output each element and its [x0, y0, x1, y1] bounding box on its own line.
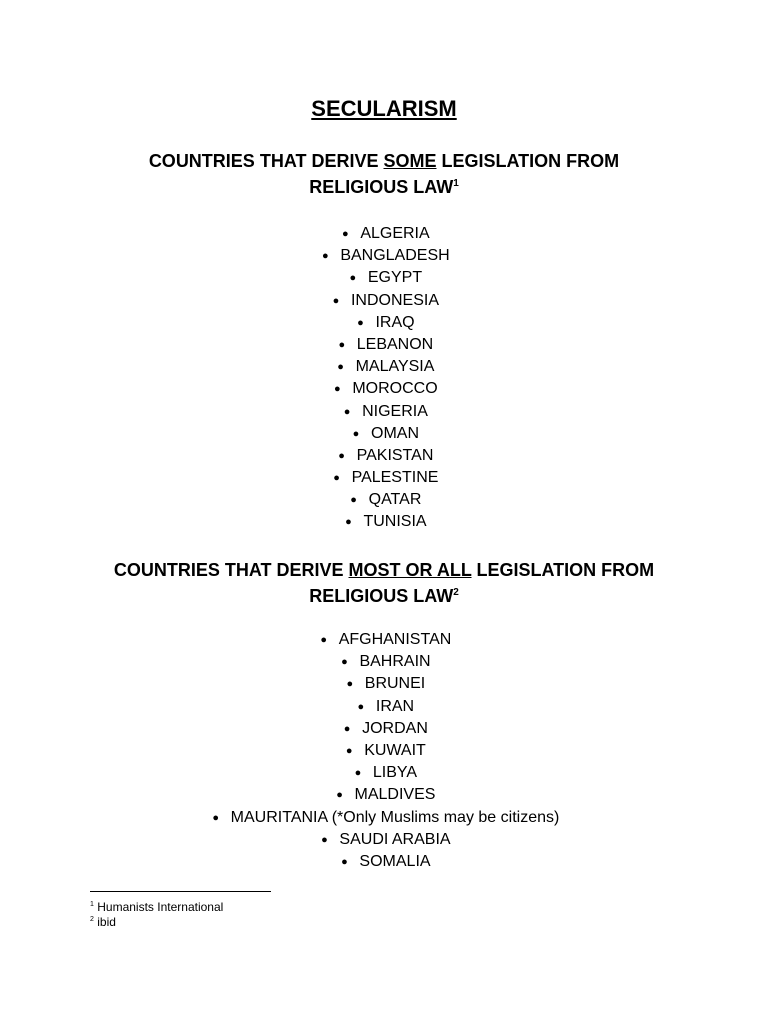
country-name: MOROCCO: [352, 380, 438, 398]
footnote-text: Humanists International: [97, 900, 224, 914]
footnote-1: [90, 900, 223, 915]
bullet-icon: ●: [343, 405, 351, 418]
list-item: [0, 445, 768, 467]
list-item: [0, 334, 768, 356]
bullet-icon: ●: [357, 700, 365, 713]
bullet-icon: ●: [357, 316, 364, 329]
country-name: LIBYA: [372, 764, 418, 782]
list-item: [0, 829, 768, 851]
country-name: BRUNEI: [364, 675, 426, 693]
bullet-icon: ●: [346, 678, 354, 691]
list-item: [0, 245, 768, 267]
footnote-text: ibid: [97, 915, 116, 929]
bullet-icon: ●: [332, 294, 340, 307]
heading-line-2: RELIGIOUS LAW: [309, 586, 454, 606]
country-name: BAHRAIN: [359, 653, 431, 671]
bullet-icon: ●: [341, 656, 348, 669]
bullet-icon: ●: [352, 427, 360, 440]
list-item: [0, 718, 768, 740]
list-item: [0, 378, 768, 400]
country-name: SOMALIA: [359, 852, 431, 870]
country-name: PALESTINE: [351, 469, 439, 487]
list-item: [0, 784, 768, 806]
bullet-icon: ●: [334, 383, 341, 396]
country-name: MALDIVES: [354, 786, 436, 804]
bullet-icon: ●: [349, 272, 357, 285]
bullet-icon: ●: [343, 722, 351, 735]
heading-line-2: RELIGIOUS LAW: [309, 177, 454, 197]
country-name: AFGHANISTAN: [338, 631, 452, 648]
country-name: QATAR: [368, 491, 422, 509]
bullet-icon: ●: [341, 855, 348, 868]
country-name: ALGERIA: [360, 225, 430, 242]
country-name: MAURITANIA (*Only Muslims may be citizens): [230, 808, 560, 826]
bullet-icon: ●: [336, 789, 343, 802]
list-item: [0, 489, 768, 511]
footnote-number: 1: [90, 901, 94, 908]
list-item: [0, 290, 768, 312]
bullet-icon: ●: [341, 228, 349, 240]
heading-text-post: LEGISLATION FROM: [436, 151, 620, 171]
footnote-ref-2[interactable]: 2: [453, 587, 459, 598]
bullet-icon: ●: [337, 361, 344, 374]
heading-text-pre: COUNTRIES THAT DERIVE: [148, 151, 384, 171]
bullet-icon: ●: [354, 767, 362, 780]
list-item: [0, 651, 768, 673]
country-name: IRAQ: [375, 313, 415, 331]
bullet-icon: ●: [320, 634, 328, 646]
list-item: [0, 807, 768, 829]
country-name: INDONESIA: [350, 291, 439, 309]
footnote-number: 2: [90, 916, 94, 923]
country-list-some: [0, 223, 768, 534]
country-name: JORDAN: [362, 719, 428, 737]
list-item: [0, 356, 768, 378]
section-heading-some: [0, 148, 768, 200]
bullet-icon: ●: [350, 494, 357, 507]
footnote-ref-1[interactable]: 1: [453, 178, 459, 189]
country-name: PAKISTAN: [356, 446, 434, 464]
list-item: [0, 673, 768, 695]
heading-emphasis: SOME: [383, 151, 437, 171]
country-name: NIGERIA: [362, 402, 428, 420]
list-item: [0, 467, 768, 489]
footnote-2: [90, 915, 223, 930]
bullet-icon: ●: [333, 472, 340, 485]
list-item: [0, 401, 768, 423]
bullet-icon: ●: [345, 744, 353, 757]
heading-text-pre: COUNTRIES THAT DERIVE: [113, 560, 349, 580]
list-item: [0, 267, 768, 289]
country-list-most-or-all: [0, 629, 768, 873]
bullet-icon: ●: [338, 449, 345, 462]
list-item: [0, 629, 768, 651]
list-item: [0, 696, 768, 718]
bullet-icon: ●: [338, 338, 346, 351]
footnote-divider: [90, 891, 271, 892]
page-title: SECULARISM: [311, 96, 457, 121]
list-item: [0, 851, 768, 873]
heading-text-post: LEGISLATION FROM: [471, 560, 655, 580]
country-name: TUNISIA: [363, 513, 427, 531]
country-name: OMAN: [371, 424, 419, 442]
bullet-icon: ●: [321, 250, 329, 263]
country-name: BANGLADESH: [340, 247, 450, 265]
bullet-icon: ●: [321, 833, 328, 846]
list-item: [0, 223, 768, 245]
list-item: [0, 511, 768, 533]
section-heading-most-or-all: [0, 557, 768, 609]
country-name: SAUDI ARABIA: [339, 830, 451, 848]
list-item: [0, 740, 768, 762]
bullet-icon: ●: [345, 516, 352, 529]
bullet-icon: ●: [212, 811, 219, 824]
country-name: LEBANON: [356, 335, 434, 353]
country-name: EGYPT: [367, 269, 423, 287]
list-item: [0, 312, 768, 334]
country-name: MALAYSIA: [355, 358, 435, 376]
heading-emphasis: MOST OR ALL: [348, 560, 472, 580]
list-item: [0, 423, 768, 445]
list-item: [0, 762, 768, 784]
footnotes: [90, 900, 223, 930]
country-name: KUWAIT: [364, 741, 426, 759]
country-name: IRAN: [375, 697, 415, 715]
